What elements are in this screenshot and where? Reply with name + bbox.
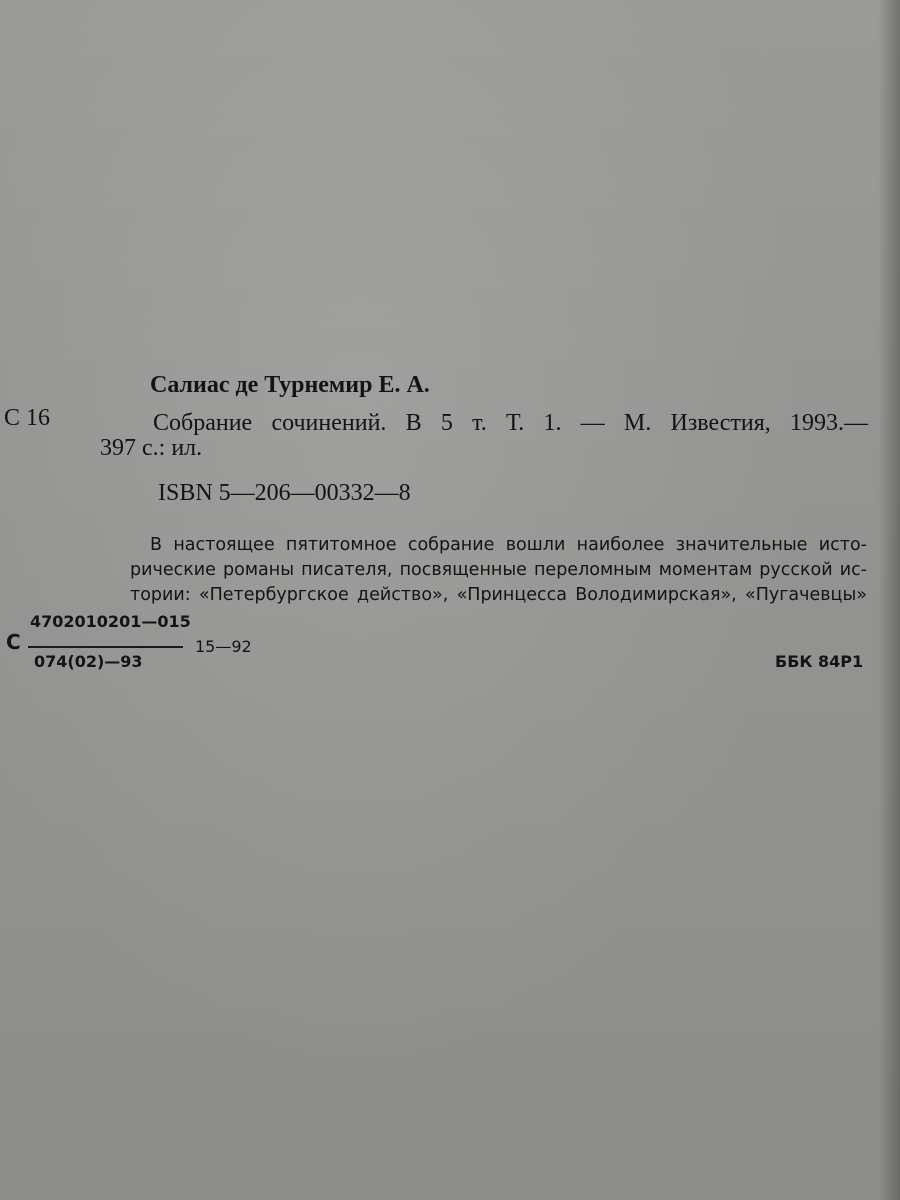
title-word: 1993.— bbox=[789, 410, 868, 436]
annotation-line: рические романы писателя, посвященные переломным моментам русской ис- bbox=[130, 560, 867, 580]
title-word: В bbox=[405, 410, 422, 436]
index-number: 15—92 bbox=[195, 637, 252, 656]
bbk-code: ББК 84Р1 bbox=[775, 652, 864, 671]
title-line bbox=[153, 410, 868, 437]
index-numerator: 4702010201—015 bbox=[30, 612, 191, 631]
title-word: сочинений. bbox=[271, 410, 387, 436]
title-word: т. bbox=[472, 410, 487, 436]
catalog-code: С 16 bbox=[4, 405, 51, 431]
index-denominator: 074(02)—93 bbox=[34, 652, 143, 671]
title-word: Т. bbox=[506, 410, 525, 436]
title-word: М. bbox=[623, 410, 652, 436]
annotation-line: тории: «Петербургское действо», «Принцесса Володимирская», «Пугачевцы» bbox=[130, 585, 867, 605]
annotation-line: В настоящее пятитомное собрание вошли наиболее значительные исто- bbox=[150, 535, 867, 555]
title-word: 5 bbox=[440, 410, 453, 436]
isbn: ISBN 5—206—00332—8 bbox=[158, 480, 411, 506]
author-name: Салиас де Турнемир Е. А. bbox=[150, 372, 430, 398]
index-letter: С bbox=[6, 630, 21, 654]
page-count: 397 с.: ил. bbox=[100, 435, 203, 461]
title-word: Известия, bbox=[670, 410, 771, 436]
page-edge-shadow bbox=[878, 0, 900, 1200]
index-fraction-rule bbox=[28, 646, 183, 648]
title-word: Собрание bbox=[153, 410, 253, 436]
title-word: 1. bbox=[543, 410, 562, 436]
title-word: — bbox=[580, 410, 605, 436]
annotation bbox=[130, 533, 867, 608]
